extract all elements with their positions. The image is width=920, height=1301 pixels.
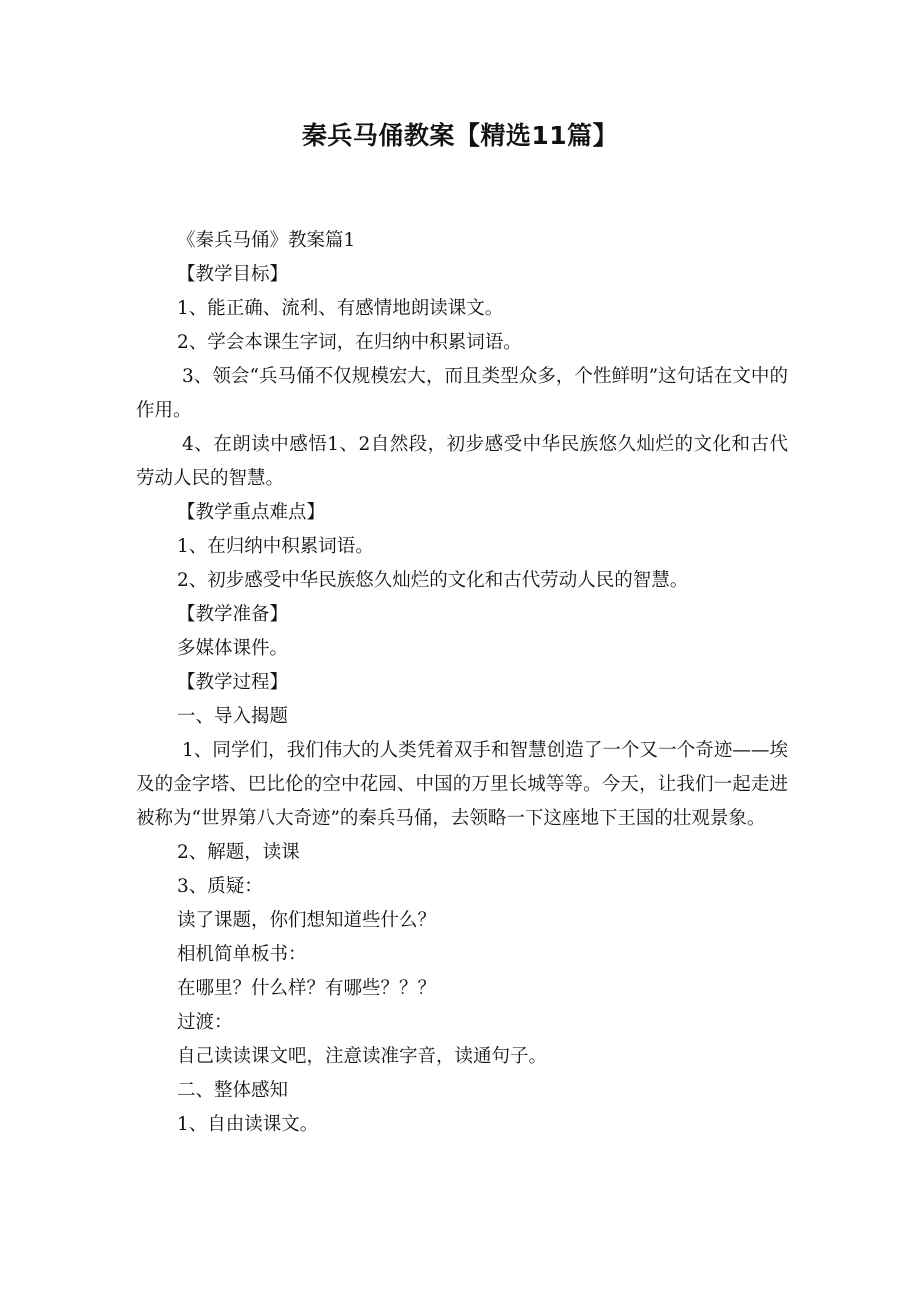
subheading-process: 【教学过程】	[177, 672, 289, 693]
step-item: 1、自由读课文。	[177, 1114, 319, 1135]
body-paragraph: 自己读读课文吧，注意读准字音，读通句子。	[177, 1046, 548, 1067]
objective-item: 2、学会本课生字词，在归纳中积累词语。	[177, 332, 522, 353]
subheading-objectives: 【教学目标】	[177, 264, 289, 285]
body-paragraph: 过渡：	[177, 1012, 233, 1033]
subheading-key-points: 【教学重点难点】	[177, 502, 326, 523]
objective-item: 1、能正确、流利、有感情地朗读课文。	[177, 298, 504, 319]
step-item: 2、解题，读课	[177, 842, 300, 863]
preparation-text: 多媒体课件。	[177, 638, 289, 659]
objective-item: 3、领会“兵马俑不仅规模宏大，而且类型众多，个性鲜明”这句话在文中的作用。	[136, 366, 788, 421]
objective-item: 4、在朗读中感悟1、2自然段，初步感受中华民族悠久灿烂的文化和古代劳动人民的智慧。	[136, 434, 788, 489]
subheading-preparation: 【教学准备】	[177, 604, 289, 625]
step-heading: 一、导入揭题	[177, 706, 289, 727]
step-item: 3、质疑：	[177, 876, 263, 897]
section-heading: 《秦兵马俑》教案篇1	[177, 230, 356, 251]
step-heading: 二、整体感知	[177, 1080, 289, 1101]
body-paragraph: 在哪里？什么样？有哪些？？？	[177, 978, 437, 999]
document-title: 秦兵马俑教案【精选11篇】	[301, 121, 619, 150]
body-paragraph: 读了课题，你们想知道些什么？	[177, 910, 437, 931]
document-body	[136, 224, 788, 1142]
key-point-item: 2、初步感受中华民族悠久灿烂的文化和古代劳动人民的智慧。	[177, 570, 689, 591]
step-paragraph: 1、同学们，我们伟大的人类凭着双手和智慧创造了一个又一个奇迹——埃及的金字塔、巴比伦的空中花园、中国的万里长城等等。今天，让我们一起走进被称为“世界第八大奇迹”的秦兵马俑，去领略一下这座地下王国的壮观景象。	[136, 740, 788, 829]
key-point-item: 1、在归纳中积累词语。	[177, 536, 374, 557]
body-paragraph: 相机简单板书：	[177, 944, 307, 965]
